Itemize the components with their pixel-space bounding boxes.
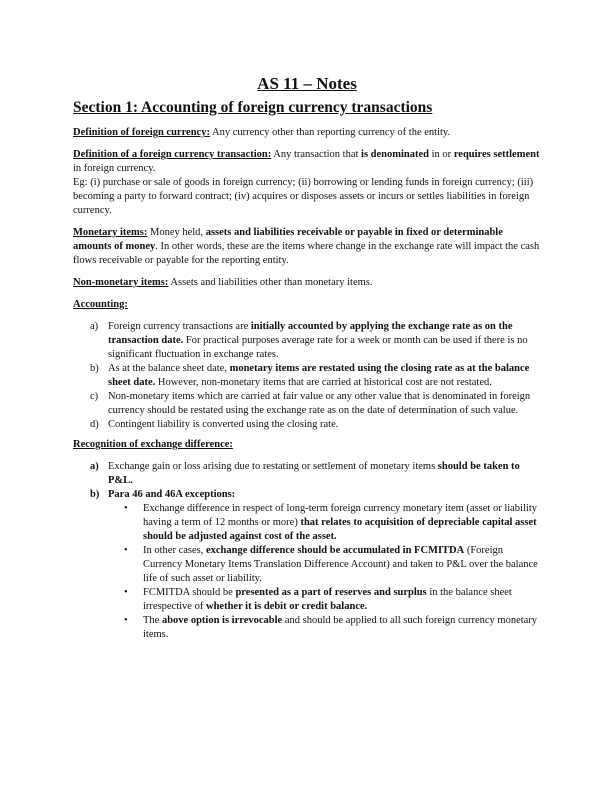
bullet-icon: • [124,545,128,556]
list-item: a) Exchange gain or loss arising due to restating or settlement of monetary items should be taken to P&L. [90,461,520,486]
list-item: a) Foreign currency transactions are initially accounted by applying the exchange rate as on the transaction date. For practical purposes average rate for a week or month can be used if there is no significant fluctuation in exchange rates. [90,321,528,360]
exceptions-bullets [108,502,541,642]
page-content [73,74,541,648]
bullet-item: • Exchange difference in respect of long-term foreign currency monetary item (asset or liability having a term of 12 months or more) that relates to acquisition of depreciable capital asset should be adjusted against cost of the asset. [124,503,537,542]
bullet-icon: • [124,615,128,626]
non-monetary-items-paragraph: Non-monetary items: Assets and liabilities other than monetary items. [73,277,373,288]
bullet-icon: • [124,587,128,598]
definition-foreign-currency: Definition of foreign currency: Any currency other than reporting currency of the entity. [73,127,451,138]
definition-label: Non-monetary items: [73,277,169,288]
bullet-item: • In other cases, exchange difference should be accumulated in FCMITDA (Foreign Currency Monetary Items Translation Difference Account) and taken to P&L over the balance life of such asset or liability. [124,545,538,584]
definition-label: Definition of a foreign currency transaction: [73,149,272,160]
page-title: AS 11 – Notes [257,74,357,93]
definition-label: Definition of foreign currency: [73,127,210,138]
bullet-item: • The above option is irrevocable and should be applied to all such foreign currency monetary items. [124,615,538,640]
definition-foreign-transaction: Definition of a foreign currency transaction: Any transaction that is denominated in or requires settlement in foreign currency. Eg: (i) purchase or sale of goods in foreign currency; (ii) borrowing or lending funds in foreign currency; (iii) becoming a party to forward contract; (iv) acquires or disposes assets or incurs or settles liabilities in foreign currency. [73,149,540,216]
list-item: c) Non-monetary items which are carried at fair value or any other value that is denominated in foreign currency should be restated using the exchange rate as on the date of determination of such value. [90,391,531,416]
accounting-list [73,320,541,432]
monetary-items-paragraph: Monetary items: Money held, assets and liabilities receivable or payable in fixed or determinable amounts of money. In other words, these are the items where change in the exchange rate will impact the cash flows receivable or payable for the reporting entity. [73,227,540,266]
bullet-icon: • [124,503,128,514]
bullet-item: • FCMITDA should be presented as a part of reserves and surplus in the balance sheet irrespective of whether it is debit or credit balance. [124,587,512,612]
examples-text: Eg: (i) purchase or sale of goods in foreign currency; (ii) borrowing or lending funds in foreign currency; (iii) becoming a party to forward contract; (iv) acquires or disposes assets or incurs or settles liabilities in foreign currency. [73,177,534,216]
definition-label: Monetary items: [73,227,148,238]
recognition-heading: Recognition of exchange difference: [73,439,233,450]
exceptions-label: Para 46 and 46A exceptions: [108,489,236,500]
list-item: b) As at the balance sheet date, monetary items are restated using the closing rate as at the balance sheet date. However, non-monetary items that are carried at historical cost are not restated. [90,363,530,388]
accounting-heading: Accounting: [73,299,128,310]
recognition-list [73,460,541,642]
list-item: b) Para 46 and 46A exceptions: • Exchange difference in respect of long-term foreign currency monetary item (asset or liability having a term of 12 months or more) that relates to acquisition of depreciable capital asset should be adjusted against cost of the asset. • In other cases, exchange difference should be accumulated in FCMITDA (Foreign Currency Monetary Items Translation Difference Account) and taken to P&L over the balance life of such asset or liability. • FCMITDA should be presented as a part of reserves and surplus in the balance sheet irrespective of whether it is debit or credit balance. • The above option is irrevocable and should be applied to all such foreign currency monetary items. [73,488,541,642]
section-heading: Section 1: Accounting of foreign currency transactions [73,99,433,116]
list-item: d) Contingent liability is converted using the closing rate. [90,419,339,430]
